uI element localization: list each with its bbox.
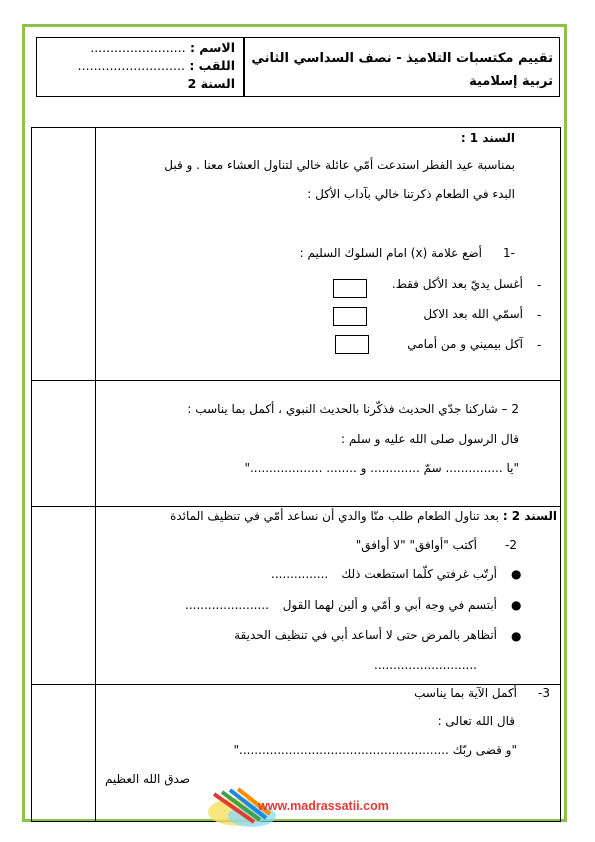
q2-fill-blank[interactable]: "يا ............... سمّ ............. و ........ ..................." xyxy=(244,461,519,475)
bullet-icon: ● xyxy=(511,598,522,612)
section2-bullet-3: أتظاهر بالمرض حتى لا أساعد أبي في تنظيف الحديقة xyxy=(234,628,497,642)
dash-icon: - xyxy=(537,338,542,352)
section2-bullet-1: أرتّب غرفتي كلّما استطعت ذلك xyxy=(341,567,497,581)
name-field[interactable]: ........................ xyxy=(90,40,186,55)
score-column-line xyxy=(95,128,96,821)
checkbox-2[interactable] xyxy=(333,307,367,326)
bullet-icon: ● xyxy=(511,629,522,643)
answer-blank-2[interactable]: ...................... xyxy=(185,598,269,612)
surname-row xyxy=(78,58,235,73)
year-label: السنة 2 xyxy=(187,76,235,91)
bullet-icon: ● xyxy=(511,567,522,581)
section1-paragraph-line2: البدء في الطعام ذكرتنا خالي بآداب الأكل : xyxy=(307,187,515,201)
q2b-number: -2 xyxy=(505,538,517,552)
q1-instruction: أضع علامة (x) امام السلوك السليم : xyxy=(299,246,482,260)
section2-intro: بعد تناول الطعام طلب منّا والدي أن نساعد أمّي في تنظيف المائدة xyxy=(170,509,499,523)
dash-icon: - xyxy=(537,278,542,292)
q2b-instruction: أكتب "أوافق" "لا أوافق" xyxy=(355,538,477,552)
q3-line2: قال الله تعالى : xyxy=(437,714,515,728)
q2-line2: قال الرسول صلى الله عليه و سلم : xyxy=(341,432,519,446)
section1-title: السند 1 : xyxy=(460,131,515,145)
checkbox-1[interactable] xyxy=(333,279,367,298)
q1-item-1: أغسل يديّ بعد الأكل فقط. xyxy=(391,277,523,291)
answer-blank-1[interactable]: ............... xyxy=(271,567,329,581)
q3-number: -3 xyxy=(538,686,550,700)
section2-row xyxy=(170,509,557,523)
q3-fill-blank[interactable]: "و قضى ربّك ......................................................." xyxy=(233,743,517,757)
subject-title: تربية إسلامية xyxy=(469,74,553,89)
header-box xyxy=(36,37,560,97)
section1-paragraph-line1: بمناسبة عيد الفطر استدعت أمّي عائلة خالي لتناول العشاء معنا . و قبل xyxy=(164,158,515,172)
answer-blank-3[interactable]: ........................... xyxy=(374,658,477,672)
surname-field[interactable]: ........................... xyxy=(77,58,185,73)
dash-icon: - xyxy=(537,308,542,322)
q2-instruction: 2 – شاركنا جدّي الحديث فذكّرنا بالحديث النبوي ، أكمل بما يناسب : xyxy=(187,402,519,416)
q3-closing: صدق الله العظيم xyxy=(104,772,190,786)
section2-bullet-2: أبتسم في وجه أبي و أمّي و ألين لهما القول xyxy=(282,598,497,612)
q1-number: 1- xyxy=(503,246,515,260)
q1-item-2: أسمّي الله بعد الاكل xyxy=(423,307,523,321)
section2-title: السند 2 : xyxy=(502,509,557,523)
header-divider xyxy=(243,38,245,96)
website-link[interactable]: www.madrassatii.com xyxy=(258,799,389,813)
name-row xyxy=(90,40,235,55)
row-divider-1 xyxy=(32,380,560,381)
surname-label: اللقب : xyxy=(189,58,235,73)
q1-item-3: آكل بيميني و من أمامي xyxy=(407,337,523,351)
row-divider-2 xyxy=(32,506,560,507)
page-title: تقييم مكتسبات التلاميذ - نصف السداسي الثاني xyxy=(251,51,553,66)
name-label: الاسم : xyxy=(189,40,235,55)
q3-instruction: أكمل الآية بما يناسب xyxy=(414,686,517,700)
checkbox-3[interactable] xyxy=(335,335,369,354)
row-divider-3 xyxy=(32,684,560,685)
